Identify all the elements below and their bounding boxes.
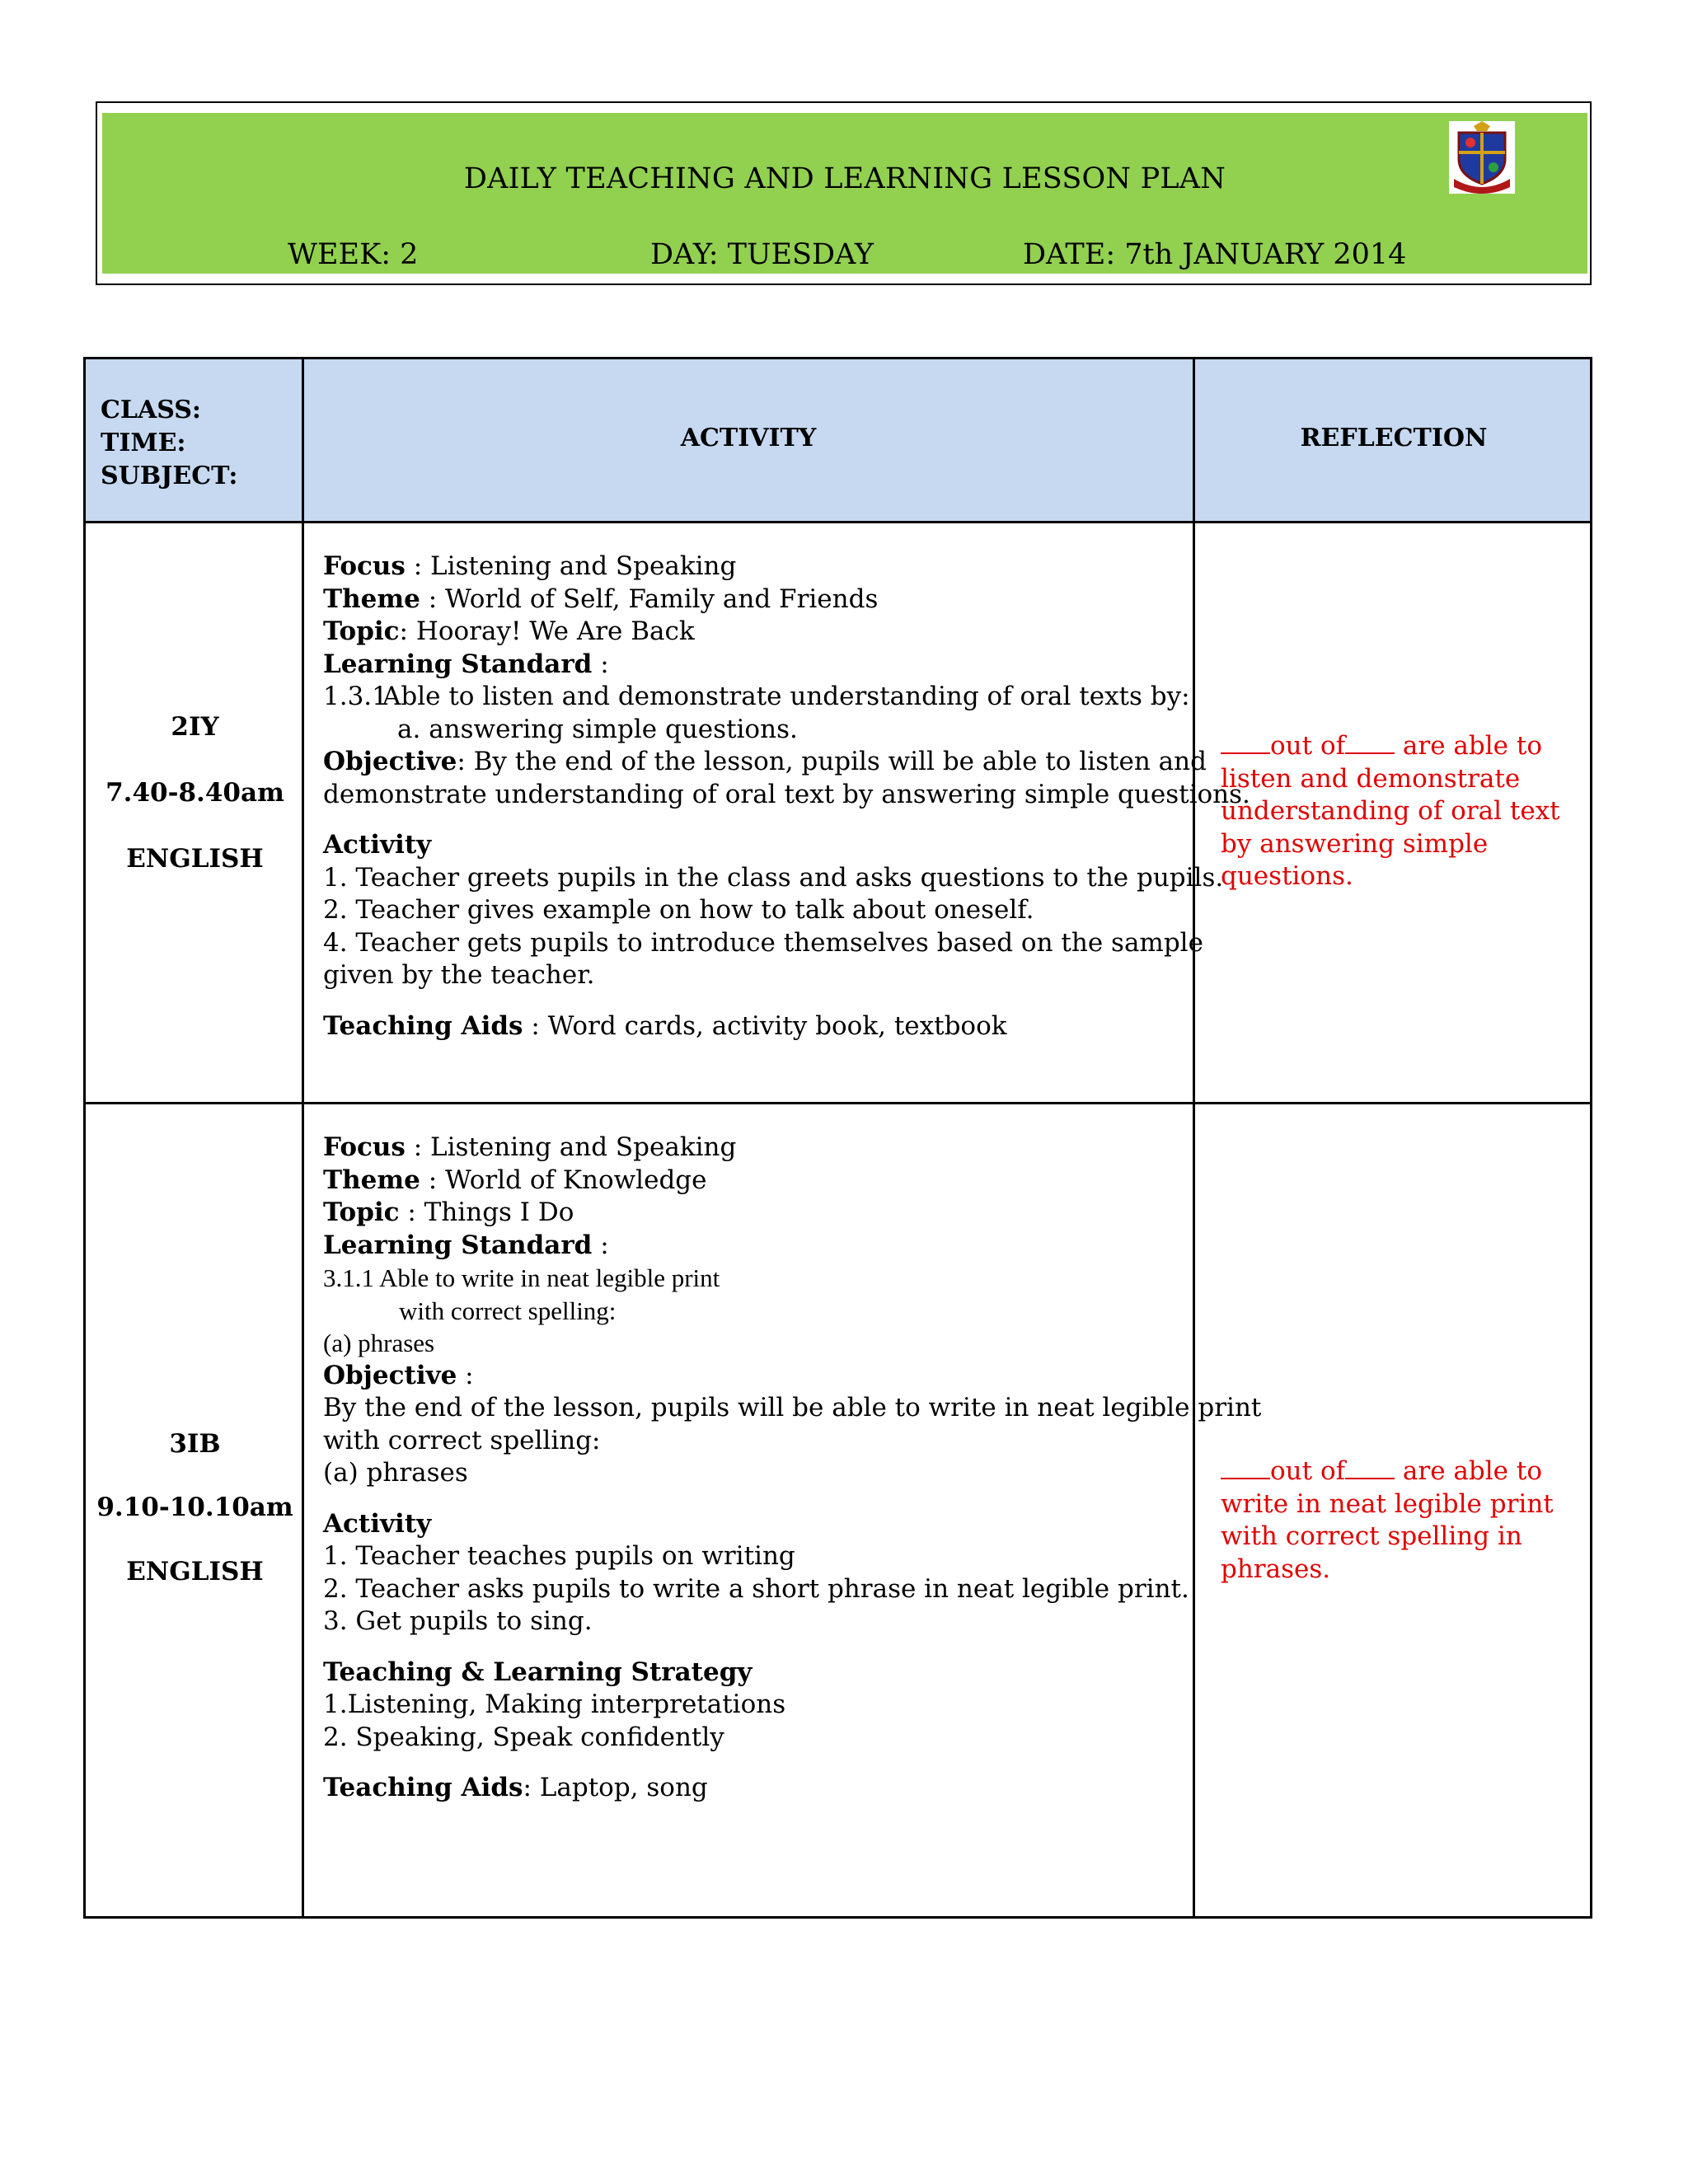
list-item: 2. Teacher asks pupils to write a short phrase in neat legible print. bbox=[323, 1573, 1189, 1604]
row-2-activity bbox=[323, 1132, 1271, 1805]
activity-label: Activity bbox=[323, 1508, 432, 1539]
focus-label: Focus bbox=[323, 1132, 406, 1162]
reflection-text: are able to write in neat legible print with correct spelling in phrases. bbox=[1221, 1456, 1554, 1584]
row-1-time: 7.40-8.40am bbox=[106, 778, 284, 808]
header-class: CLASS: bbox=[101, 396, 201, 424]
header-banner bbox=[102, 113, 1587, 274]
header-time: TIME: bbox=[101, 429, 186, 457]
blank-field bbox=[1345, 731, 1395, 754]
header-reflection: REFLECTION bbox=[1300, 424, 1488, 452]
row-1-subject: ENGLISH bbox=[126, 844, 264, 874]
row-2-reflection bbox=[1221, 1455, 1583, 1586]
topic-label: Topic bbox=[323, 1197, 400, 1227]
learning-standard-sub: a. answering simple questions. bbox=[397, 714, 798, 744]
list-item: 1. Teacher greets pupils in the class and asks questions to the pupils. bbox=[323, 862, 1224, 893]
teaching-aids-value: : Laptop, song bbox=[523, 1773, 708, 1802]
week-label: WEEK: 2 bbox=[288, 238, 419, 271]
focus-value: : Listening and Speaking bbox=[405, 551, 737, 581]
list-item: 2. Teacher gives example on how to talk about oneself. bbox=[323, 895, 1034, 925]
topic-label: Topic bbox=[323, 616, 400, 646]
activity-label: Activity bbox=[323, 830, 432, 860]
teaching-aids-value: : Word cards, activity book, textbook bbox=[523, 1010, 1007, 1041]
row-1-reflection bbox=[1221, 730, 1583, 893]
row-divider bbox=[86, 521, 1590, 523]
header-subject: SUBJECT: bbox=[101, 462, 238, 490]
column-divider bbox=[302, 359, 304, 1916]
row-1-activity bbox=[323, 551, 1271, 1043]
theme-value: : World of Knowledge bbox=[420, 1165, 707, 1195]
list-item: 4. Teacher gets pupils to introduce themselves based on the sample given by the teacher. bbox=[323, 927, 1203, 990]
blank-field bbox=[1221, 731, 1270, 754]
list-item: 2. Speaking, Speak confidently bbox=[323, 1722, 724, 1752]
focus-label: Focus bbox=[323, 551, 406, 581]
row-2-class: 3IB bbox=[169, 1429, 221, 1459]
learning-standard-colon: : bbox=[592, 649, 609, 679]
reflection-text: out of bbox=[1270, 731, 1346, 761]
objective-value: : By the end of the lesson, pupils will be able to listen and demonstrate understanding of oral text by answering simple questions. bbox=[323, 747, 1250, 809]
reflection-text: are able to listen and demonstrate understanding of oral text by answering simple questions. bbox=[1221, 731, 1560, 891]
lesson-plan-header bbox=[96, 101, 1592, 285]
topic-value: : Things I Do bbox=[399, 1197, 574, 1227]
objective-value: By the end of the lesson, pupils will be able to write in neat legible print with correct spelling: bbox=[323, 1393, 1262, 1455]
learning-standard-text: Able to listen and demonstrate understanding of oral texts by: bbox=[382, 682, 1190, 711]
strategy-label: Teaching & Learning Strategy bbox=[323, 1657, 753, 1687]
page-title: DAILY TEACHING AND LEARNING LESSON PLAN bbox=[463, 162, 1226, 195]
objective-colon: : bbox=[457, 1360, 474, 1390]
lesson-plan-table bbox=[83, 357, 1592, 1919]
theme-label: Theme bbox=[323, 583, 420, 614]
day-label: DAY: TUESDAY bbox=[650, 238, 874, 271]
topic-value: : Hooray! We Are Back bbox=[399, 616, 695, 646]
objective-label: Objective bbox=[323, 1360, 457, 1390]
focus-value: : Listening and Speaking bbox=[405, 1132, 737, 1162]
row-divider bbox=[86, 1102, 1590, 1104]
list-item: 1.Listening, Making interpretations bbox=[323, 1690, 786, 1719]
reflection-text: out of bbox=[1270, 1456, 1346, 1486]
list-item: 1. Teacher teaches pupils on writing bbox=[323, 1541, 795, 1571]
blank-field bbox=[1221, 1456, 1270, 1479]
teaching-aids-label: Teaching Aids bbox=[323, 1010, 523, 1041]
school-crest-icon bbox=[1449, 121, 1515, 194]
header-class-time-subject bbox=[101, 394, 237, 493]
row-2-subject: ENGLISH bbox=[126, 1557, 264, 1586]
objective-label: Objective bbox=[323, 747, 457, 776]
learning-standard-label: Learning Standard bbox=[323, 1230, 593, 1260]
header-activity: ACTIVITY bbox=[680, 424, 817, 452]
theme-label: Theme bbox=[323, 1165, 420, 1195]
row-1-class: 2IY bbox=[171, 712, 219, 742]
theme-value: : World of Self, Family and Friends bbox=[420, 583, 879, 614]
learning-standard-colon: : bbox=[592, 1230, 609, 1260]
learning-standard-text: 3.1.1 Able to write in neat legible print bbox=[323, 1263, 720, 1292]
objective-sub: (a) phrases bbox=[323, 1458, 468, 1488]
learning-standard-label: Learning Standard bbox=[323, 649, 593, 679]
date-label: DATE: 7th JANUARY 2014 bbox=[1023, 238, 1407, 271]
teaching-aids-label: Teaching Aids bbox=[323, 1773, 523, 1802]
learning-standard-number: 1.3.1 bbox=[323, 682, 388, 711]
learning-standard-sub: (a) phrases bbox=[323, 1329, 435, 1357]
blank-field bbox=[1345, 1456, 1395, 1479]
list-item: 3. Get pupils to sing. bbox=[323, 1606, 593, 1636]
row-2-time: 9.10-10.10am bbox=[96, 1493, 293, 1522]
learning-standard-text: with correct spelling: bbox=[399, 1296, 617, 1325]
